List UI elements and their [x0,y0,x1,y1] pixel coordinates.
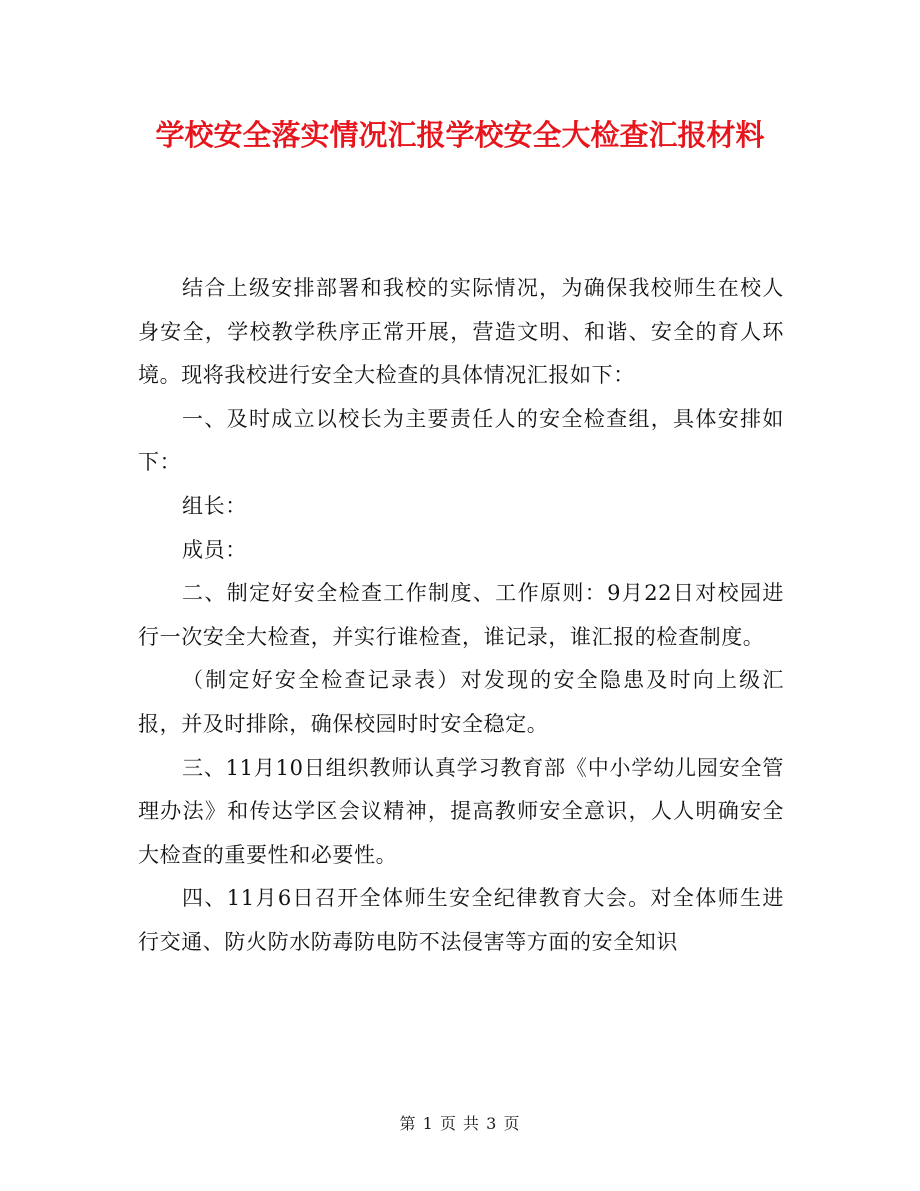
paragraph-team-members: 成员： [182,537,247,562]
paragraph-section-one: 一、及时成立以校长为主要责任人的安全检查组，具体安排如下： [138,406,784,475]
paragraph-team-leader: 组长： [182,493,247,518]
footer-page-label: 第 [399,1114,417,1133]
paragraph-section-two: 二、制定好安全检查工作制度、工作原则：9月22日对校园进行一次安全大检查，并实行谁检查，谁记录，谁汇报的检查制度。 [138,581,784,649]
footer-current-page: 1 [422,1114,434,1133]
document-title: 学校安全落实情况汇报学校安全大检查汇报材料 [155,118,765,152]
footer-page-unit: 页 [439,1114,457,1133]
footer-total-pages: 3 [486,1114,498,1133]
paragraph-record-form: （制定好安全检查记录表）对发现的安全隐患及时向上级汇报，并及时排除，确保校园时时安全稳定。 [138,668,784,736]
document-body [138,267,784,965]
paragraph-section-three: 三、11月10日组织教师认真学习教育部《中小学幼儿园安全管理办法》和传达学区会议精神，提高教师安全意识，人人明确安全大检查的重要性和必要性。 [138,755,784,867]
footer-total-unit: 页 [503,1114,521,1133]
page-footer [0,1112,920,1136]
footer-total-label: 共 [463,1114,481,1133]
paragraph-intro: 结合上级安排部署和我校的实际情况，为确保我校师生在校人身安全，学校教学秩序正常开展，营造文明、和谐、安全的育人环境。现将我校进行安全大检查的具体情况汇报如下： [138,276,784,388]
paragraph-section-four: 四、11月6日召开全体师生安全纪律教育大会。对全体师生进行交通、防火防水防毒防电防不法侵害等方面的安全知识 [138,886,784,954]
